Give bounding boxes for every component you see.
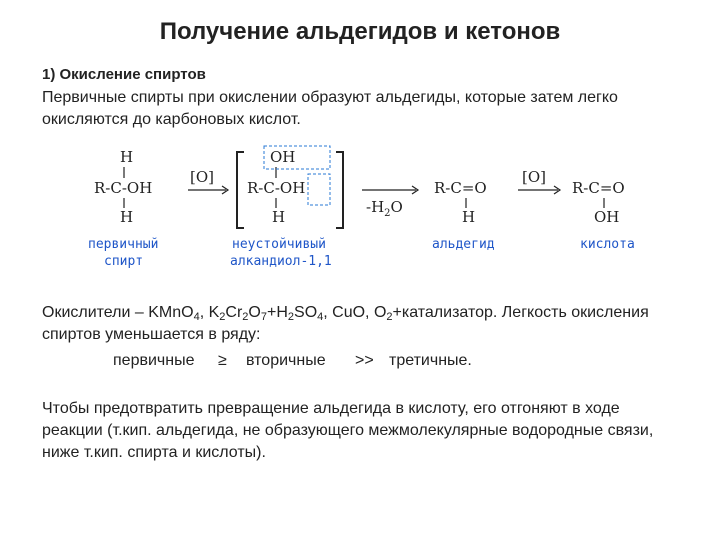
acid-label: кислота [580,237,635,252]
arrow2-label: $-H_2O$ [366,198,403,219]
series-secondary: вторичные [246,352,326,369]
left-bracket [237,152,244,228]
aldehyde-label: альдегид [432,237,495,252]
series-primary: первичные [113,352,195,369]
alcohol-label-1: первичный [88,237,159,252]
diol-label-2: алкандиол-1,1 [230,254,332,269]
diol-bottom-h: H [272,208,286,226]
diol-label-1: неустойчивый [232,237,326,252]
page-title: Получение альдегидов и кетонов [159,18,561,45]
intro-paragraph: Первичные спирты при окислении образуют альдегиды, которые затем легко окисляются до карбоновых кислот. [42,89,618,128]
alcohol-formula: R-C-OH [94,179,153,197]
diol-highlight-side [308,174,330,205]
note-paragraph: Чтобы предотвратить превращение альдегида в кислоту, его отгоняют в ходе реакции (т.кип. альдегида, не образующего межмолекулярные водородные связи, ниже т.кип. спирта и кислоты). [42,400,654,461]
aldehyde-formula: R-C=O [434,179,487,197]
alcohol-top-h: H [120,148,134,166]
section-heading: 1) Окисление спиртов [42,66,206,83]
arrow1-label: [O] [190,168,215,186]
diol-top-oh: OH [270,148,296,166]
series-op-ge: ≥ [218,352,227,369]
series-tertiary: третичные. [389,352,472,369]
right-bracket [336,152,343,228]
alcohol-bottom-h: H [120,208,134,226]
arrow3-label: [O] [522,168,547,186]
alcohol-label-2: спирт [104,254,144,269]
reaction-scheme [0,140,720,280]
oxidizers-paragraph: Окислители – KMnO$_4$, $K_2Cr_2O_7+H_2SO_4$, CuO, $O_2+катализатор$. Легкость окисления спиртов уменьшается в ряду: [42,304,649,343]
aldehyde-bottom-h: H [462,208,476,226]
diol-formula: R-C-OH [247,179,306,197]
acid-formula: R-C=O [572,179,625,197]
acid-bottom-oh: OH [594,208,620,226]
series-op-gg: >> [355,352,374,369]
